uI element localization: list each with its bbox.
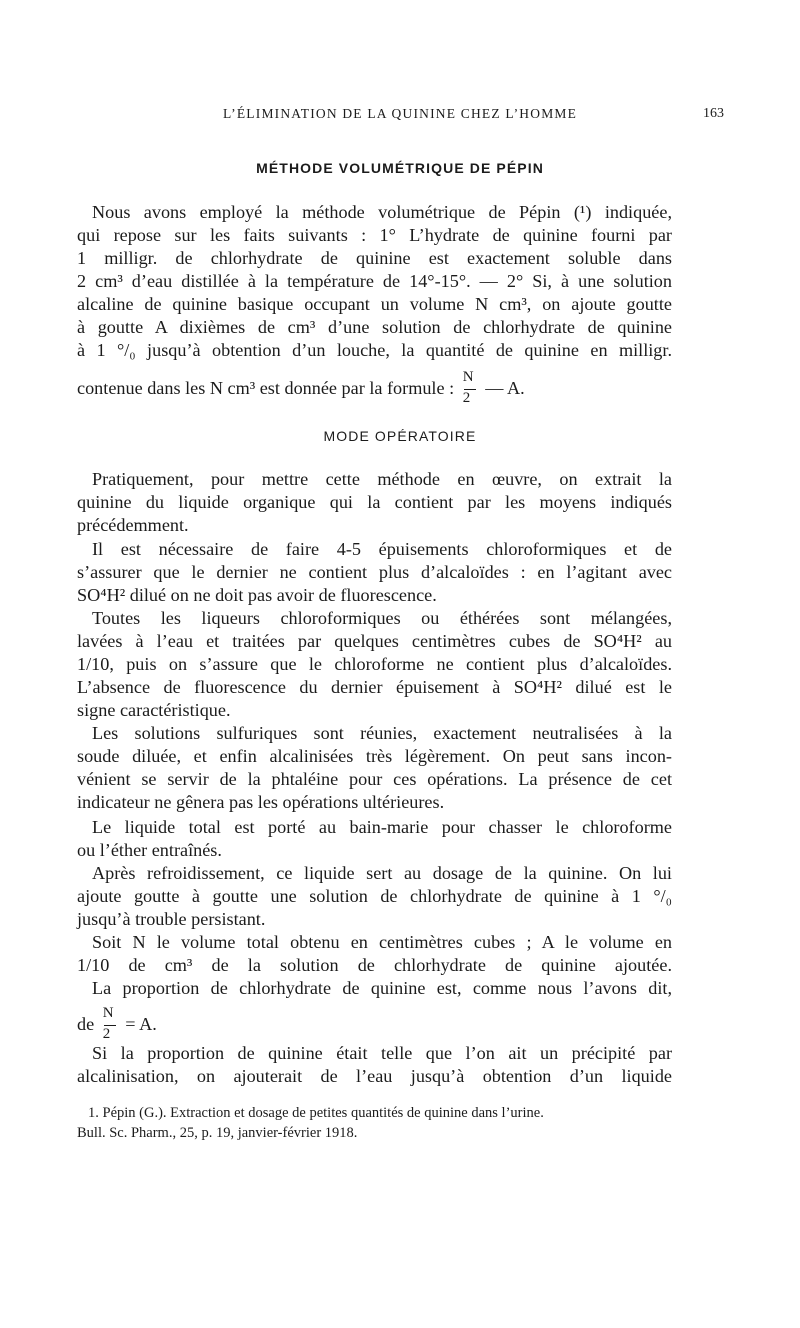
formula-line: [77, 1005, 157, 1042]
paragraph-line: Nous avons employé la méthode volumétrique de Pépin (¹) indiquée,: [92, 202, 672, 222]
fraction-n-over-2: [102, 1005, 117, 1044]
paragraph-line: Toutes les liqueurs chloroformiques ou éthérées sont mélangées,: [92, 608, 672, 628]
paragraph-line: à goutte A dixièmes de cm³ d’une solution de chlorhydrate de quinine: [77, 317, 672, 337]
paragraph-line: Soit N le volume total obtenu en centimètres cubes ; A le volume en: [92, 932, 672, 952]
footnote-line: 1. Pépin (G.). Extraction et dosage de petites quantités de quinine dans l’urine.: [88, 1105, 544, 1121]
fraction-numerator: N: [462, 369, 474, 385]
paragraph-line: ajoute goutte à goutte une solution de chlorhydrate de quinine à 1 °/₀: [77, 886, 672, 906]
paragraph-line: alcalinisation, on ajouterait de l’eau jusqu’à obtention d’un liquide: [77, 1066, 672, 1086]
formula-suffix: = A.: [125, 1014, 157, 1035]
paragraph-line: qui repose sur les faits suivants : 1° L’hydrate de quinine fourni par: [77, 225, 672, 245]
paragraph-line: Pratiquement, pour mettre cette méthode en œuvre, on extrait la: [92, 469, 672, 489]
paragraph-line: s’assurer que le dernier ne contient plus d’alcaloïdes : en l’agitant avec: [77, 562, 672, 582]
paragraph-line: SO⁴H² dilué on ne doit pas avoir de fluorescence.: [77, 585, 437, 605]
formula-line: [77, 369, 525, 406]
paragraph-line: Le liquide total est porté au bain-marie pour chasser le chloroforme: [92, 817, 672, 837]
paragraph-line: Les solutions sulfuriques sont réunies, exactement neutralisées à la: [92, 723, 672, 743]
running-head: L’ÉLIMINATION DE LA QUININE CHEZ L’HOMME: [222, 106, 578, 121]
paragraph-line: 1/10, puis on s’assure que le chloroforme ne contient plus d’alcaloïdes.: [77, 654, 672, 674]
fraction-numerator: N: [102, 1005, 114, 1021]
paragraph-line: alcaline de quinine basique occupant un volume N cm³, on ajoute goutte: [77, 294, 672, 314]
paragraph-line: La proportion de chlorhydrate de quinine est, comme nous l’avons dit,: [92, 978, 672, 998]
fraction-n-over-2: [462, 369, 477, 408]
paragraph-line: signe caractéristique.: [77, 700, 231, 720]
footnote-line: Bull. Sc. Pharm., 25, p. 19, janvier-février 1918.: [77, 1125, 358, 1141]
fraction-denominator: 2: [462, 390, 471, 406]
paragraph-line: lavées à l’eau et traitées par quelques centimètres cubes de SO⁴H² au: [77, 631, 672, 651]
paragraph-line: 1/10 de cm³ de la solution de chlorhydrate de quinine ajoutée.: [77, 955, 672, 975]
paragraph-line: quinine du liquide organique qui la contient par les moyens indiqués: [77, 492, 672, 512]
formula-prefix: de: [77, 1014, 95, 1035]
paragraph-line: ou l’éther entraînés.: [77, 840, 222, 860]
formula-suffix: — A.: [485, 378, 525, 399]
formula-prefix: contenue dans les N cm³ est donnée par la formule :: [77, 378, 455, 399]
fraction-denominator: 2: [102, 1026, 111, 1042]
paragraph-line: 2 cm³ d’eau distillée à la température de 14°-15°. — 2° Si, à une solution: [77, 271, 672, 291]
page-number: 163: [703, 106, 724, 121]
paragraph-line: L’absence de fluorescence du dernier épuisement à SO⁴H² dilué est le: [77, 677, 672, 697]
paragraph-line: soude diluée, et enfin alcalinisées très légèrement. On peut sans incon-: [77, 746, 672, 766]
paragraph-line: 1 milligr. de chlorhydrate de quinine est exactement soluble dans: [77, 248, 672, 268]
section-title-mode-operatoire: MODE OPÉRATOIRE: [323, 428, 477, 444]
paragraph-line: vénient se servir de la phtaléine pour ces opérations. La présence de cet: [77, 769, 672, 789]
paragraph-line: Si la proportion de quinine était telle que l’on ait un précipité par: [92, 1043, 672, 1063]
paragraph-line: Il est nécessaire de faire 4-5 épuisements chloroformiques et de: [92, 539, 672, 559]
paragraph-line: indicateur ne gênera pas les opérations ultérieures.: [77, 792, 445, 812]
paragraph-line: jusqu’à trouble persistant.: [77, 909, 266, 929]
paragraph-line: Après refroidissement, ce liquide sert au dosage de la quinine. On lui: [92, 863, 672, 883]
paragraph-line: précédemment.: [77, 515, 189, 535]
paragraph-line: à 1 °/₀ jusqu’à obtention d’un louche, la quantité de quinine en milligr.: [77, 340, 672, 360]
section-title-methode: MÉTHODE VOLUMÉTRIQUE DE PÉPIN: [256, 160, 544, 176]
